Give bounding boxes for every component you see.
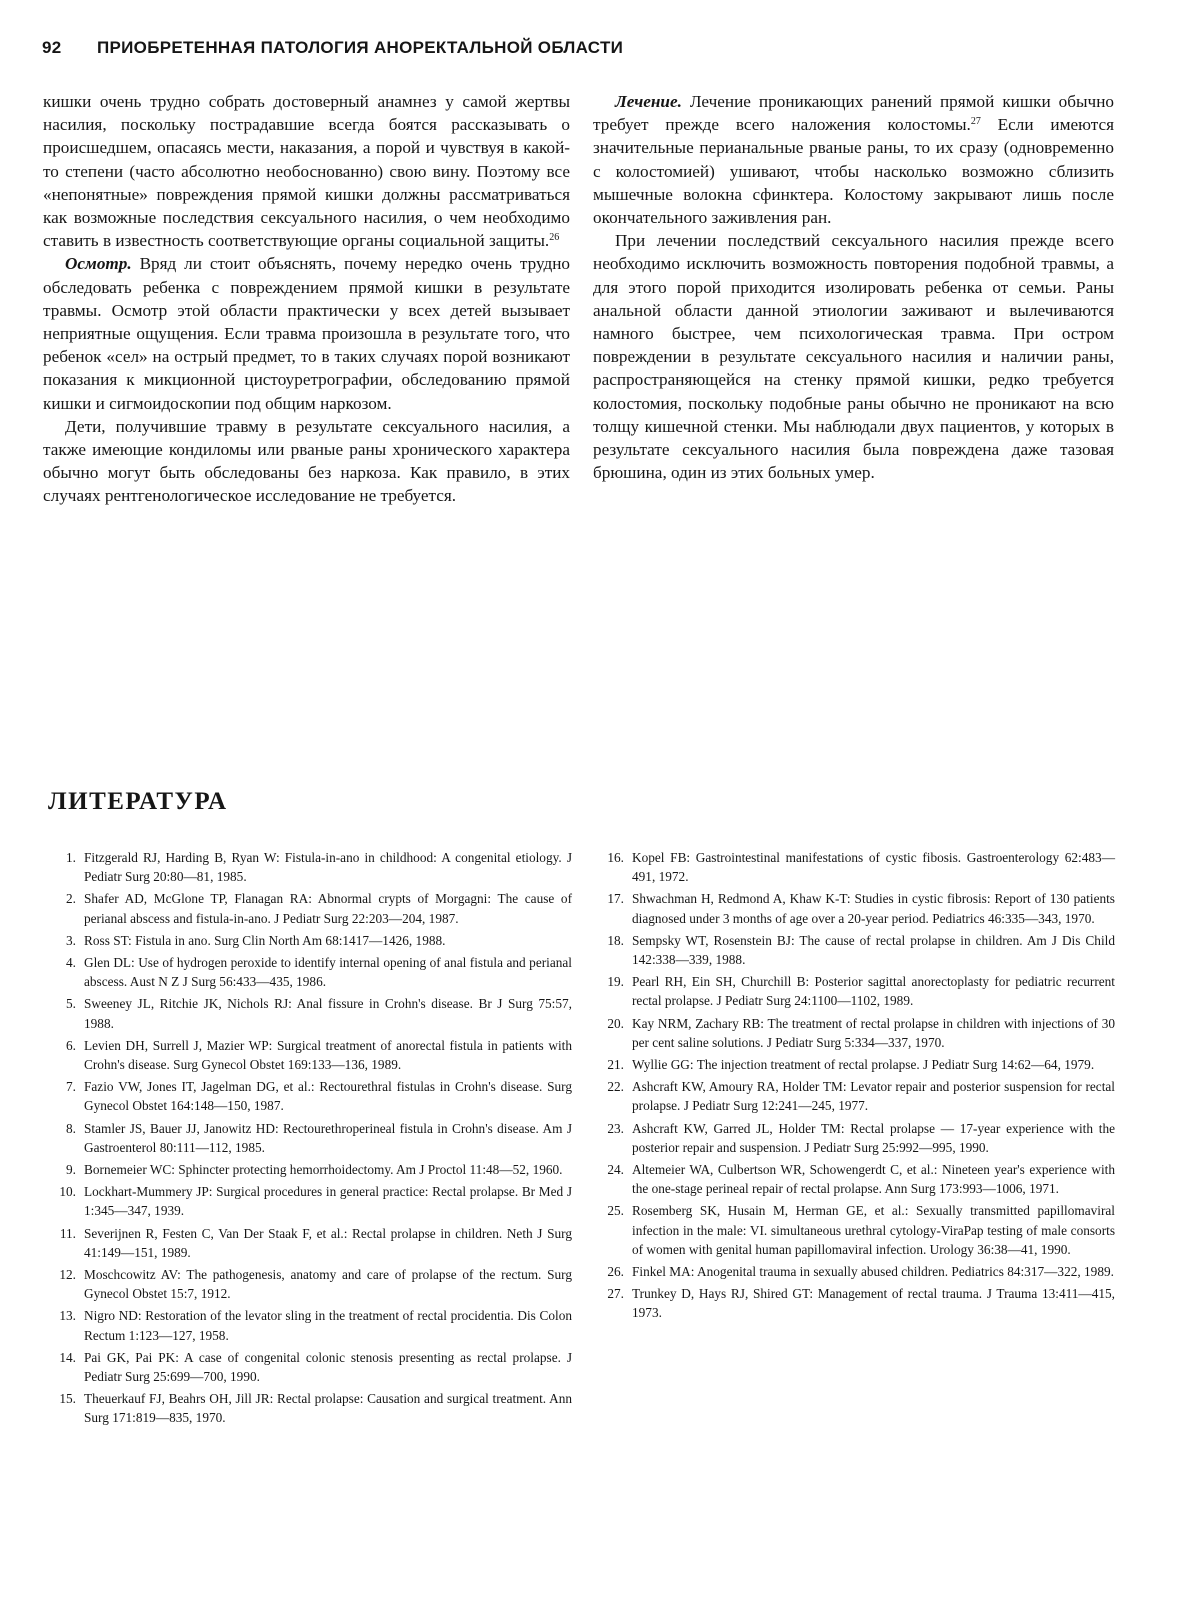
- reference-number: 19.: [607, 974, 624, 990]
- reference-text: Finkel MA: Anogenital trauma in sexually abused children. Pediatrics 84:317—322, 1989.: [632, 1264, 1114, 1280]
- paragraph: [43, 252, 570, 414]
- reference-item: [590, 1055, 1115, 1074]
- reference-number: 10.: [59, 1184, 76, 1200]
- reference-text: Ross ST: Fistula in ano. Surg Clin North Am 68:1417—1426, 1988.: [84, 932, 446, 948]
- paragraph: [43, 90, 570, 252]
- reference-item: [42, 931, 572, 950]
- reference-item: [42, 889, 572, 927]
- reference-number: 26.: [607, 1264, 624, 1280]
- reference-number: 25.: [607, 1203, 624, 1219]
- reference-number: 7.: [66, 1079, 76, 1095]
- footnote-ref: 27: [970, 116, 981, 128]
- reference-item: [590, 972, 1115, 1010]
- reference-number: 2.: [66, 891, 76, 907]
- runin-heading-treatment: Лечение.: [615, 92, 682, 111]
- reference-list-right: [590, 848, 1115, 1326]
- reference-item: [590, 1284, 1115, 1322]
- reference-number: 13.: [59, 1308, 76, 1324]
- reference-item: [590, 1014, 1115, 1052]
- paragraph: [43, 415, 570, 508]
- paragraph: [593, 90, 1114, 229]
- reference-number: 11.: [59, 1225, 76, 1241]
- reference-number: 18.: [607, 932, 624, 948]
- reference-number: 9.: [66, 1162, 76, 1178]
- reference-text: Shwachman H, Redmond A, Khaw K-T: Studies in cystic fibrosis: Report of 130 patients diagnosed under 3 months of age over a 20-year period. Pediatrics 46:335—343, 1970.: [632, 891, 1115, 926]
- reference-item: [590, 1077, 1115, 1115]
- reference-item: [590, 889, 1115, 927]
- reference-list-left: [42, 848, 572, 1431]
- reference-number: 8.: [66, 1120, 76, 1136]
- reference-text: Ashcraft KW, Garred JL, Holder TM: Rectal prolapse — 17-year experience with the posterior repair and suspension. J Pediatr Surg 25:992—995, 1990.: [632, 1120, 1115, 1155]
- reference-number: 27.: [607, 1286, 624, 1302]
- paragraph-text: Дети, получившие травму в результате сексуального насилия, а также имеющие кондиломы или рваные раны хронического характера обычно могут быть обследованы без наркоза. Как правило, в этих случаях рентгенологическое исследование не требуется.: [43, 416, 570, 506]
- reference-item: [590, 1119, 1115, 1157]
- reference-text: Altemeier WA, Culbertson WR, Schowengerdt C, et al.: Nineteen year's experience with the one-stage perineal repair of rectal prolapse. Ann Surg 173:993—1006, 1971.: [632, 1162, 1115, 1197]
- reference-text: Severijnen R, Festen C, Van Der Staak F, et al.: Rectal prolapse in children. Neth J Surg 41:149—151, 1989.: [84, 1225, 572, 1260]
- reference-item: [590, 1262, 1115, 1281]
- page-number: 92: [42, 38, 62, 57]
- reference-text: Stamler JS, Bauer JJ, Janowitz HD: Rectourethroperineal fistula in Crohn's disease. Am J Gastroenterol 80:111—112, 1985.: [84, 1120, 572, 1155]
- literature-heading: ЛИТЕРАТУРА: [48, 788, 228, 815]
- runin-heading-examination: Осмотр.: [65, 254, 132, 274]
- reference-number: 6.: [66, 1037, 76, 1053]
- reference-item: [42, 953, 572, 991]
- reference-text: Wyllie GG: The injection treatment of rectal prolapse. J Pediatr Surg 14:62—64, 1979.: [632, 1057, 1095, 1073]
- reference-item: [42, 1348, 572, 1386]
- reference-number: 12.: [59, 1267, 76, 1283]
- reference-number: 3.: [66, 932, 76, 948]
- reference-text: Nigro ND: Restoration of the levator sling in the treatment of rectal procidentia. Dis Colon Rectum 1:123—127, 1958.: [84, 1308, 572, 1343]
- reference-text: Levien DH, Surrell J, Mazier WP: Surgical treatment of anorectal fistula in patients with Crohn's disease. Surg Gynecol Obstet 169:133—136, 1989.: [84, 1037, 572, 1073]
- reference-text: Ashcraft KW, Amoury RA, Holder TM: Levator repair and posterior suspension for rectal prolapse. J Pediatr Surg 12:241—245, 1977.: [632, 1079, 1115, 1114]
- reference-text: Pearl RH, Ein SH, Churchill B: Posterior sagittal anorectoplasty for pediatric recurrent rectal prolapse. J Pediatr Surg 24:1100—1102, 1989.: [632, 974, 1115, 1009]
- paragraph: [593, 229, 1114, 484]
- reference-text: Sempsky WT, Rosenstein BJ: The cause of rectal prolapse in children. Am J Dis Child 142:338—339, 1988.: [632, 932, 1115, 968]
- reference-item: [42, 1160, 572, 1179]
- paragraph-text: При лечении последствий сексуального насилия прежде всего необходимо исключить возможность повторения подобной травмы, а для этого порой приходится изолировать ребенка от семьи. Раны анальной области данной этиологии заживают и вылечиваются намного быстрее, чем психологическая травма. При остром повреждении в результате сексуального насилия и наличии раны, распространяющейся на стенку прямой кишки, редко требуется колостомия, поскольку подобные раны обычно не проникают на всю толщу кишечной стенки. Мы наблюдали двух пациентов, у которых в результате сексуального насилия была повреждена даже тазовая брюшина, один из этих больных умер.: [593, 231, 1114, 483]
- reference-text: Sweeney JL, Ritchie JK, Nichols RJ: Anal fissure in Crohn's disease. Br J Surg 75:57, 1988.: [84, 996, 572, 1031]
- reference-number: 23.: [607, 1120, 624, 1136]
- reference-text: Rosemberg SK, Husain M, Herman GE, et al.: Sexually transmitted papillomaviral infection in the male: VI. simultaneous urethral cytology-ViraPap testing of male consorts of women with genital human papillomaviral infection. Urology 36:38—41, 1990.: [632, 1203, 1115, 1257]
- paragraph-text: Если имеются значительные перианальные рваные раны, то их сразу (одновременно с колостомией) ушивают, чтобы насколько возможно сблизить мышечные волокна сфинктера. Колостому закрывают лишь после окончательного заживления ран.: [593, 115, 1114, 228]
- reference-text: Bornemeier WC: Sphincter protecting hemorrhoidectomy. Am J Proctol 11:48—52, 1960.: [84, 1162, 563, 1178]
- reference-item: [42, 1389, 572, 1427]
- reference-item: [42, 1306, 572, 1344]
- reference-item: [42, 1036, 572, 1074]
- reference-number: 20.: [607, 1015, 624, 1031]
- reference-item: [42, 1182, 572, 1220]
- reference-text: Trunkey D, Hays RJ, Shired GT: Management of rectal trauma. J Trauma 13:411—415, 1973.: [632, 1286, 1115, 1321]
- reference-text: Lockhart-Mummery JP: Surgical procedures in general practice: Rectal prolapse. Br Med J 1:345—347, 1939.: [84, 1184, 572, 1219]
- reference-number: 1.: [66, 850, 76, 865]
- running-title: ПРИОБРЕТЕННАЯ ПАТОЛОГИЯ АНОРЕКТАЛЬНОЙ ОБЛАСТИ: [97, 38, 624, 57]
- reference-item: [42, 1119, 572, 1157]
- reference-item: [590, 1160, 1115, 1198]
- reference-text: Theuerkauf FJ, Beahrs OH, Jill JR: Rectal prolapse: Causation and surgical treatment. Ann Surg 171:819—835, 1970.: [84, 1391, 572, 1426]
- reference-number: 21.: [607, 1057, 624, 1073]
- reference-item: [590, 931, 1115, 969]
- reference-text: Moschcowitz AV: The pathogenesis, anatomy and care of prolapse of the rectum. Surg Gynecol Obstet 15:7, 1912.: [84, 1267, 572, 1302]
- running-header: [42, 38, 1152, 64]
- reference-text: Kopel FB: Gastrointestinal manifestations of cystic fibosis. Gastroenterology 62:483—491, 1972.: [632, 850, 1115, 885]
- right-text-column: [593, 90, 1114, 484]
- reference-text: Glen DL: Use of hydrogen peroxide to identify internal opening of anal fistula and perianal abscess. Aust N Z J Surg 56:433—435, 1986.: [84, 955, 572, 990]
- reference-number: 5.: [66, 996, 76, 1012]
- reference-number: 16.: [607, 850, 624, 865]
- reference-item: [42, 994, 572, 1032]
- reference-text: Pai GK, Pai PK: A case of congenital colonic stenosis presenting as rectal prolapse. J Pediatr Surg 25:699—700, 1990.: [84, 1349, 572, 1385]
- left-text-column: [43, 90, 570, 508]
- reference-item: [42, 1077, 572, 1115]
- footnote-ref: 26: [549, 232, 560, 244]
- paragraph-text: Лечение проникающих ранений прямой кишки обычно требует прежде всего наложения колостомы.: [593, 92, 1114, 135]
- paragraph-text: кишки очень трудно собрать достоверный анамнез у самой жертвы насилия, поскольку пострадавшие всегда боятся рассказывать о происшедшем, опасаясь мести, наказания, а порой и чувствуя в какой-то степени (часто абсолютно необоснованно) свою вину. Поэтому все «непонятные» повреждения прямой кишки должны рассматриваться как возможные последствия сексуального насилия, о чем необходимо ставить в известность соответствующие органы социальной защиты.: [43, 92, 570, 251]
- reference-item: [590, 1201, 1115, 1259]
- reference-text: Fazio VW, Jones IT, Jagelman DG, et al.: Rectourethral fistulas in Crohn's disease. Surg Gynecol Obstet 164:148—150, 1987.: [84, 1079, 572, 1114]
- reference-item: [590, 848, 1115, 886]
- reference-item: [42, 848, 572, 886]
- reference-text: Kay NRM, Zachary RB: The treatment of rectal prolapse in children with injections of 30 per cent saline solutions. J Pediatr Surg 5:334—337, 1970.: [632, 1015, 1115, 1050]
- reference-text: Shafer AD, McGlone TP, Flanagan RA: Abnormal crypts of Morgagni: The cause of perianal abscess and fistula-in-ano. J Pediatr Surg 22:203—204, 1987.: [84, 891, 572, 926]
- reference-number: 14.: [59, 1349, 76, 1365]
- reference-number: 15.: [59, 1391, 76, 1407]
- reference-number: 22.: [607, 1079, 624, 1095]
- reference-number: 17.: [607, 891, 624, 907]
- paragraph-text: Вряд ли стоит объяснять, почему нередко очень трудно обследовать ребенка с повреждением прямой кишки в результате травмы. Осмотр этой области практически у всех детей вызывает неприятные ощущения. Если травма произошла в результате того, что ребенок «сел» на острый предмет, то в таких случаях порой возникают показания к микционной цистоуретрографии, обследованию прямой кишки и сигмоидоскопии под общим наркозом.: [43, 254, 570, 413]
- reference-item: [42, 1224, 572, 1262]
- reference-number: 4.: [66, 955, 76, 971]
- reference-item: [42, 1265, 572, 1303]
- reference-number: 24.: [607, 1162, 624, 1178]
- reference-text: Fitzgerald RJ, Harding B, Ryan W: Fistula-in-ano in childhood: A congenital etiology. J Pediatr Surg 20:80—81, 1985.: [84, 850, 572, 885]
